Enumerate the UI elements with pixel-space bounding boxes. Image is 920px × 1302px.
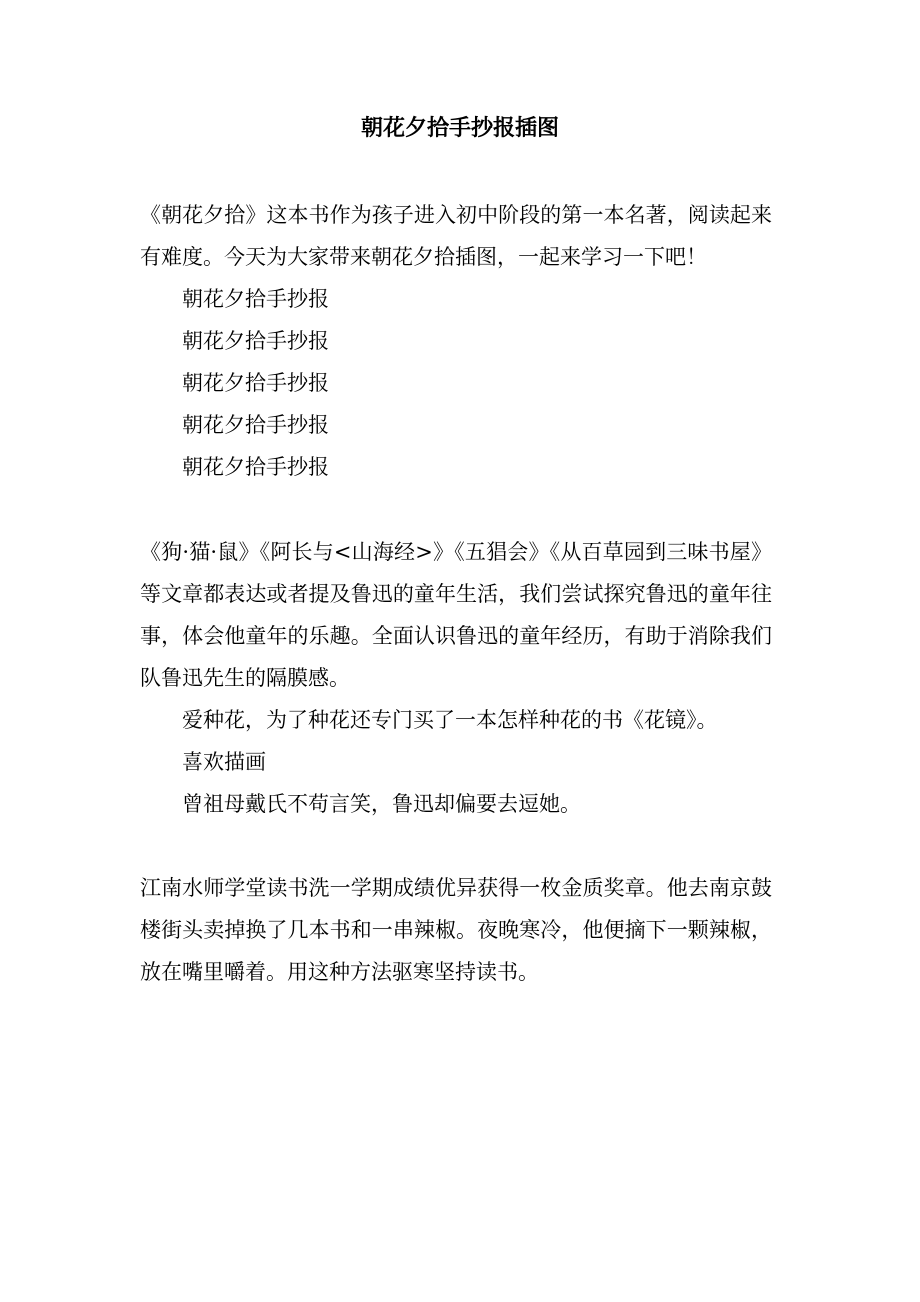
document-title: 朝花夕拾手抄报插图 [360,115,559,141]
childhood-paragraph: 《狗·猫·鼠》《阿长与<山海经>》《五猖会》《从百草园到三味书屋》等文章都表达或者提及鲁迅的童年生活，我们尝试探究鲁迅的童年往事，体会他童年的乐趣。全面认识鲁迅的童年经历，有助于消除我们队鲁迅先生的隔膜感。 [140,540,772,690]
list-item: 喜欢描画 [182,750,266,774]
section-1 [140,194,772,488]
section-3 [140,867,772,993]
school-paragraph: 江南水师学堂读书洗一学期成绩优异获得一枚金质奖章。他去南京鼓楼街头卖掉换了几本书和一串辣椒。夜晚寒冷，他便摘下一颗辣椒，放在嘴里嚼着。用这种方法驱寒坚持读书。 [140,876,772,984]
list-item: 朝花夕拾手抄报 [182,329,329,353]
list-item: 朝花夕拾手抄报 [182,287,329,311]
list-item: 朝花夕拾手抄报 [182,371,329,395]
intro-paragraph: 《朝花夕拾》这本书作为孩子进入初中阶段的第一本名著，阅读起来有难度。今天为大家带来朝花夕拾插图，一起来学习一下吧！ [140,203,772,269]
list-item: 朝花夕拾手抄报 [182,455,329,479]
section-2 [140,531,772,825]
list-item: 爱种花，为了种花还专门买了一本怎样种花的书《花镜》。 [182,708,718,732]
list-item: 朝花夕拾手抄报 [182,413,329,437]
list-item: 曾祖母戴氏不苟言笑，鲁迅却偏要去逗她。 [182,792,581,816]
